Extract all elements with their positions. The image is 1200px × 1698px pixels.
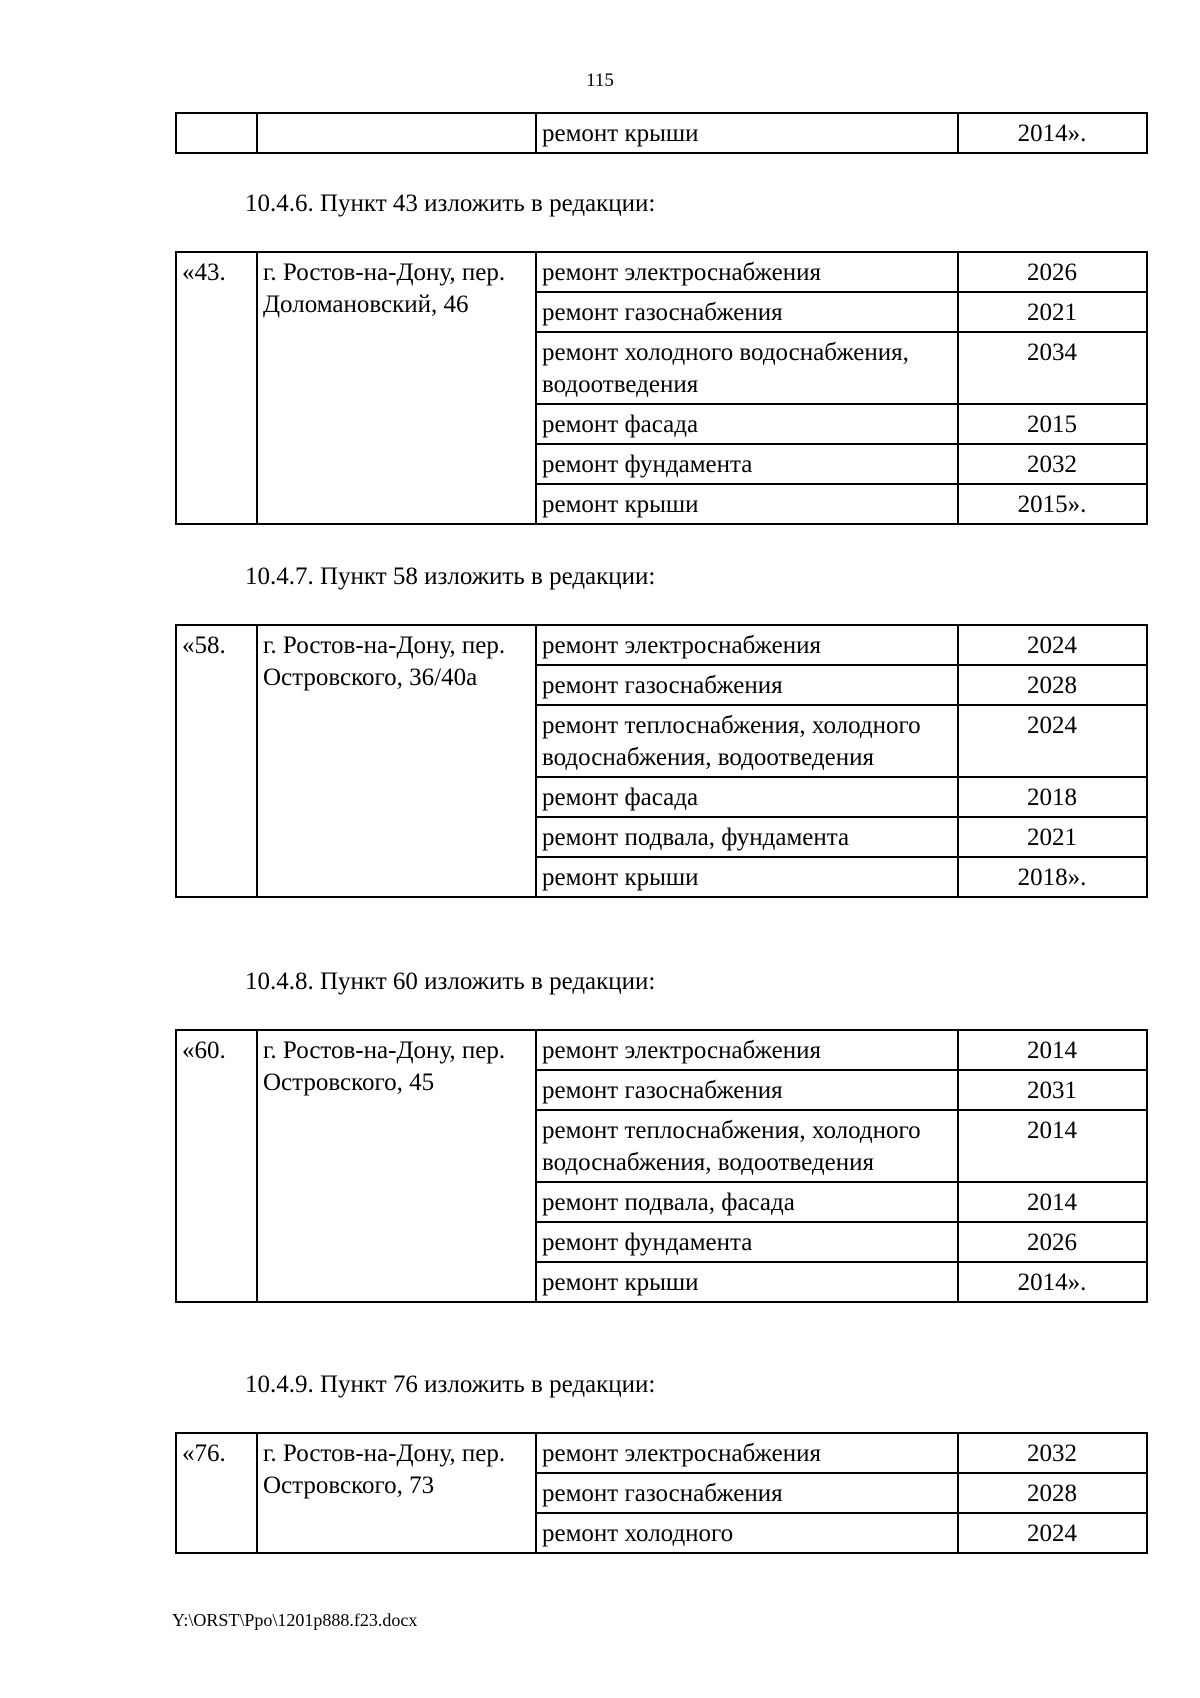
work-cell: ремонт подвала, фундамента <box>536 817 958 857</box>
year-cell: 2018 <box>958 777 1147 817</box>
address-cell: г. Ростов-на-Дону, пер. Доломановский, 46 <box>257 252 536 524</box>
section-heading: 10.4.8. Пункт 60 изложить в редакции: <box>245 968 656 995</box>
work-cell: ремонт электроснабжения <box>536 625 958 665</box>
number-cell: «43. <box>176 252 257 524</box>
work-cell: ремонт холодного водоснабжения, водоотведения <box>536 332 958 404</box>
works-table <box>175 251 1148 525</box>
table-row <box>176 252 1147 292</box>
table-row <box>176 625 1147 665</box>
year-cell: 2024 <box>958 1513 1147 1553</box>
work-cell: ремонт электроснабжения <box>536 252 958 292</box>
work-cell: ремонт фасада <box>536 404 958 444</box>
table-row <box>176 1030 1147 1070</box>
year-cell: 2034 <box>958 332 1147 404</box>
address-cell: г. Ростов-на-Дону, пер. Островского, 45 <box>257 1030 536 1302</box>
works-table <box>175 1029 1148 1303</box>
year-cell: 2014 <box>958 1030 1147 1070</box>
year-cell: 2028 <box>958 1473 1147 1513</box>
work-cell: ремонт крыши <box>536 857 958 897</box>
work-cell: ремонт крыши <box>536 484 958 524</box>
year-cell: 2018». <box>958 857 1147 897</box>
work-cell: ремонт подвала, фасада <box>536 1182 958 1222</box>
address-cell: г. Ростов-на-Дону, пер. Островского, 73 <box>257 1433 536 1553</box>
year-cell: 2032 <box>958 444 1147 484</box>
number-cell: «76. <box>176 1433 257 1553</box>
section-heading: 10.4.9. Пункт 76 изложить в редакции: <box>245 1371 656 1398</box>
work-cell: ремонт фасада <box>536 777 958 817</box>
section-heading: 10.4.7. Пункт 58 изложить в редакции: <box>245 563 656 590</box>
year-cell: 2014». <box>958 113 1147 153</box>
work-cell: ремонт холодного <box>536 1513 958 1553</box>
work-cell: ремонт теплоснабжения, холодного водоснабжения, водоотведения <box>536 1110 958 1182</box>
year-cell: 2024 <box>958 705 1147 777</box>
work-cell: ремонт крыши <box>536 1262 958 1302</box>
address-cell: г. Ростов-на-Дону, пер. Островского, 36/40а <box>257 625 536 897</box>
number-cell: «60. <box>176 1030 257 1302</box>
work-cell: ремонт электроснабжения <box>536 1030 958 1070</box>
year-cell: 2024 <box>958 625 1147 665</box>
year-cell: 2014 <box>958 1110 1147 1182</box>
work-cell: ремонт теплоснабжения, холодного водоснабжения, водоотведения <box>536 705 958 777</box>
number-cell <box>176 113 257 153</box>
year-cell: 2028 <box>958 665 1147 705</box>
year-cell: 2021 <box>958 292 1147 332</box>
work-cell: ремонт крыши <box>536 113 958 153</box>
work-cell: ремонт газоснабжения <box>536 292 958 332</box>
works-table <box>175 624 1148 898</box>
year-cell: 2026 <box>958 252 1147 292</box>
works-table <box>175 1432 1148 1554</box>
year-cell: 2031 <box>958 1070 1147 1110</box>
year-cell: 2032 <box>958 1433 1147 1473</box>
continuation-table <box>175 112 1148 154</box>
work-cell: ремонт электроснабжения <box>536 1433 958 1473</box>
work-cell: ремонт газоснабжения <box>536 665 958 705</box>
year-cell: 2014 <box>958 1182 1147 1222</box>
work-cell: ремонт фундамента <box>536 444 958 484</box>
address-cell <box>257 113 536 153</box>
year-cell: 2026 <box>958 1222 1147 1262</box>
year-cell: 2015». <box>958 484 1147 524</box>
work-cell: ремонт газоснабжения <box>536 1070 958 1110</box>
file-path-footer: Y:\ORST\Ppo\1201p888.f23.docx <box>172 1610 418 1630</box>
table-row <box>176 1433 1147 1473</box>
table-row <box>176 113 1147 153</box>
number-cell: «58. <box>176 625 257 897</box>
work-cell: ремонт фундамента <box>536 1222 958 1262</box>
work-cell: ремонт газоснабжения <box>536 1473 958 1513</box>
year-cell: 2015 <box>958 404 1147 444</box>
year-cell: 2014». <box>958 1262 1147 1302</box>
section-heading: 10.4.6. Пункт 43 изложить в редакции: <box>245 190 656 217</box>
year-cell: 2021 <box>958 817 1147 857</box>
page-number: 115 <box>586 70 614 91</box>
